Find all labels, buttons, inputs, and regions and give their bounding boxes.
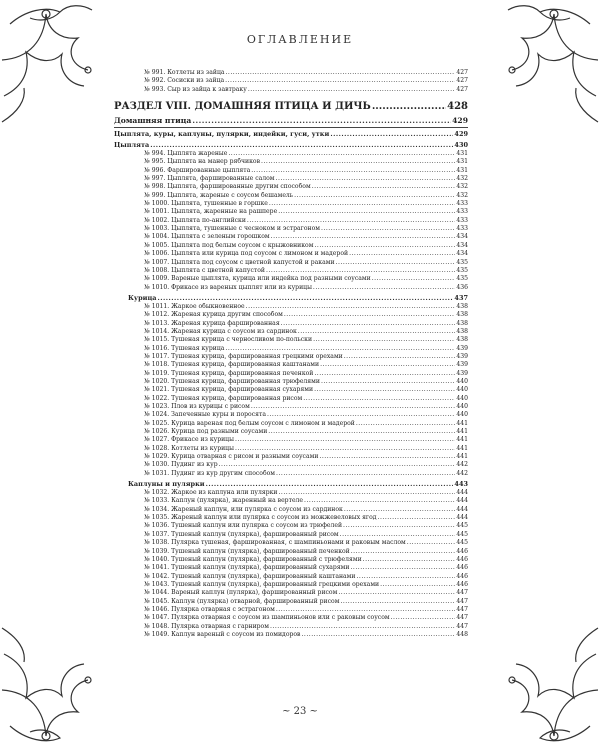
- toc-entry-title: № 1019. Тушеная курица, фаршированная печенкой: [144, 369, 314, 377]
- dot-leader: [321, 378, 455, 386]
- toc-entry-page: 441: [456, 444, 468, 452]
- toc-entry-page: 427: [456, 85, 468, 93]
- dot-leader: [314, 370, 455, 378]
- dot-leader: [349, 250, 455, 258]
- toc-entry: [114, 328, 468, 336]
- toc-entry: [114, 573, 468, 581]
- toc-entry-title: № 1012. Жареная курица другим способом: [144, 311, 283, 319]
- toc-entry: [114, 275, 468, 283]
- toc-chapter-heading: [114, 139, 468, 150]
- toc-entry: [114, 303, 468, 311]
- toc-entry-page: 433: [456, 208, 468, 216]
- toc-entry: [114, 183, 468, 191]
- toc-entry: [114, 370, 468, 378]
- toc-entry: [114, 403, 468, 411]
- toc-entry-page: 433: [456, 200, 468, 208]
- dot-leader: [356, 573, 455, 581]
- toc-entry-page: 443: [454, 480, 468, 489]
- toc-entry: [114, 311, 468, 319]
- toc-entry-page: 438: [456, 302, 468, 310]
- dot-leader: [344, 353, 456, 361]
- toc-entry-title: № 1004. Цыплята с зеленым горошком: [144, 233, 270, 241]
- toc-entry-page: 434: [456, 250, 468, 258]
- toc-entry-page: 446: [456, 580, 468, 588]
- toc-entry: [114, 631, 468, 639]
- toc-entry-title: № 1042. Тушеный каплун (пулярка), фаршированный каштанами: [144, 572, 356, 580]
- toc-entry-title: РАЗДЕЛ VIII. ДОМАШНЯЯ ПТИЦА И ДИЧЬ: [114, 101, 371, 113]
- toc-entry-page: 427: [456, 69, 468, 76]
- dot-leader: [298, 328, 456, 336]
- dot-leader: [248, 86, 456, 94]
- toc-entry-page: 431: [456, 166, 468, 174]
- toc-entry: [114, 556, 468, 564]
- toc-entry-title: № 1039. Тушеный каплун (пулярка), фаршированный печенкой: [144, 547, 350, 555]
- toc-entry: [114, 225, 468, 233]
- ornament-top-right: [470, 0, 600, 130]
- dot-leader: [268, 428, 455, 436]
- toc-entry-page: 434: [456, 233, 468, 241]
- toc-entry-page: 438: [456, 311, 468, 319]
- page-header: ОГЛАВЛЕНИЕ: [246, 33, 354, 46]
- toc-entry-title: № 1048. Пулярка отварная с гарниром: [144, 622, 269, 630]
- toc-entry-page: 441: [456, 428, 468, 436]
- toc-entry-title: № 997. Цыплята, фаршированные салом: [144, 175, 275, 183]
- toc-entry-page: 439: [456, 369, 468, 377]
- toc-entry-title: Каплуны и пулярки: [128, 480, 205, 489]
- toc-entry-title: № 1031. Пудинг из кур другим способом: [144, 469, 276, 477]
- toc-entry: [114, 506, 468, 514]
- table-of-contents: [114, 69, 468, 639]
- dot-leader: [363, 556, 456, 564]
- dot-leader: [225, 77, 455, 85]
- toc-entry: [114, 242, 468, 250]
- ornament-bottom-left: [0, 620, 130, 750]
- toc-entry: [114, 150, 468, 158]
- toc-entry: [114, 489, 468, 497]
- toc-entry-page: 429: [454, 130, 468, 139]
- dot-leader: [313, 336, 455, 344]
- toc-entry-title: № 1014. Жареная курица с соусом из сардинок: [144, 327, 297, 335]
- dot-leader: [219, 461, 456, 469]
- toc-entry: [114, 386, 468, 394]
- toc-entry-title: № 1007. Цыплята под соусом с цветной капустой и раками: [144, 258, 335, 266]
- toc-entry: [114, 614, 468, 622]
- dot-leader: [314, 242, 455, 250]
- toc-entry-page: 447: [456, 614, 468, 622]
- toc-entry-title: № 994. Цыплята жареные: [144, 150, 228, 158]
- toc-entry-title: № 1036. Тушеный каплун или пулярка с соусом из трюфелей: [144, 522, 343, 530]
- toc-entry-title: № 1013. Жареная курица фаршированная: [144, 319, 280, 327]
- dot-leader: [226, 69, 456, 77]
- toc-entry: [114, 411, 468, 419]
- toc-entry-page: 435: [456, 275, 468, 283]
- dot-leader: [270, 623, 455, 631]
- toc-entry: [114, 420, 468, 428]
- toc-entry-title: Цыплята, куры, каплуны, пулярки, индейки, гуси, утки: [114, 130, 330, 139]
- toc-entry-title: № 1015. Тушеная курица с черносливом по-польски: [144, 336, 313, 344]
- toc-entry-title: № 1034. Жареный каплун, или пулярка с соусом из сардинок: [144, 505, 343, 513]
- toc-entry-page: 440: [456, 411, 468, 419]
- toc-entry-page: 442: [456, 461, 468, 469]
- dot-leader: [380, 581, 455, 589]
- ornament-top-left: [0, 0, 130, 130]
- toc-entry-page: 444: [456, 489, 468, 497]
- toc-entry-title: № 1025. Курица вареная под белым соусом с лимоном и мадерой: [144, 419, 355, 427]
- toc-entry: [114, 167, 468, 175]
- toc-entry-page: 445: [456, 522, 468, 530]
- toc-entry-page: 445: [456, 530, 468, 538]
- toc-entry: [114, 320, 468, 328]
- toc-entry-page: 436: [456, 283, 468, 291]
- toc-entry-title: № 1026. Курица под разными соусами: [144, 428, 268, 436]
- toc-entry-title: № 991. Котлеты из зайца: [144, 69, 225, 76]
- toc-entry-title: № 1000. Цыплята, тушенные в горшке: [144, 200, 268, 208]
- toc-chapter-heading: [114, 115, 468, 128]
- toc-entry-page: 440: [456, 394, 468, 402]
- toc-entry: [114, 539, 468, 547]
- dot-leader: [276, 175, 456, 183]
- toc-entry: [114, 522, 468, 530]
- ornament-bottom-right: [470, 620, 600, 750]
- toc-entry-page: 435: [456, 258, 468, 266]
- toc-entry: [114, 623, 468, 631]
- dot-leader: [319, 453, 455, 461]
- dot-leader: [350, 564, 455, 572]
- toc-entry-title: № 1021. Тушеная курица, фаршированная сухарями: [144, 386, 314, 394]
- toc-entry-page: 427: [456, 77, 468, 85]
- toc-section-heading: [114, 98, 468, 115]
- toc-entry-title: Курица: [128, 293, 157, 302]
- toc-entry-title: № 1001. Цыплята, жаренные на рашпере: [144, 208, 278, 216]
- toc-entry-title: № 1028. Котлеты из курицы: [144, 444, 234, 452]
- dot-leader: [313, 284, 455, 292]
- toc-entry-page: 446: [456, 547, 468, 555]
- toc-entry: [114, 345, 468, 353]
- dot-leader: [266, 267, 455, 275]
- toc-entry-title: № 1006. Цыплята или курица под соусом с лимоном и мадерой: [144, 250, 349, 258]
- toc-entry-page: 444: [456, 514, 468, 522]
- dot-leader: [340, 531, 456, 539]
- toc-entry: [114, 581, 468, 589]
- dot-leader: [235, 436, 455, 444]
- toc-entry-title: № 1022. Тушеная курица, фаршированная рисом: [144, 394, 303, 402]
- toc-entry-title: № 995. Цыплята на манер рябчиков: [144, 158, 261, 166]
- toc-entry: [114, 564, 468, 572]
- toc-entry-page: 431: [456, 158, 468, 166]
- toc-entry-page: 428: [447, 101, 468, 113]
- toc-entry-page: 430: [454, 141, 468, 150]
- toc-entry: [114, 217, 468, 225]
- toc-entry-page: 444: [456, 497, 468, 505]
- dot-leader: [267, 411, 455, 419]
- toc-entry: [114, 378, 468, 386]
- toc-entry-page: 439: [456, 361, 468, 369]
- toc-entry-title: № 1038. Пулярка тушеная, фаршированная, с шампиньонами и раковым маслом: [144, 539, 406, 547]
- toc-entry-page: 447: [456, 597, 468, 605]
- toc-entry-page: 432: [456, 175, 468, 183]
- toc-entry-page: 441: [456, 419, 468, 427]
- toc-entry: [114, 606, 468, 614]
- toc-entry-page: 432: [456, 183, 468, 191]
- toc-chapter-heading: [114, 128, 468, 139]
- toc-entry-title: № 1020. Тушеная курица, фаршированная трюфелями: [144, 377, 320, 385]
- toc-entry-page: 444: [456, 505, 468, 513]
- dot-leader: [301, 631, 455, 639]
- toc-entry-title: № 1040. Тушеный каплун (пулярка), фаршированный с трюфелями: [144, 555, 362, 563]
- dot-leader: [192, 115, 451, 127]
- dot-leader: [372, 275, 456, 283]
- toc-entry-title: № 1018. Тушеная курица, фаршированная каштанами: [144, 361, 320, 369]
- toc-entry-page: 431: [456, 150, 468, 158]
- toc-entry-title: № 1045. Каплун (пулярка) отварной, фаршированный рисом: [144, 597, 340, 605]
- toc-entry: [114, 395, 468, 403]
- toc-entry-title: № 1047. Пулярка отварная с соусом из шампиньонов или с раковым соусом: [144, 614, 390, 622]
- toc-entry-title: № 1011. Жаркое обыкновенное: [144, 302, 245, 310]
- toc-entry: [114, 548, 468, 556]
- dot-leader: [251, 403, 456, 411]
- toc-entry-title: № 1009. Вареные цыплята, курица или индейка под разными соусами: [144, 275, 371, 283]
- toc-chapter-heading: [114, 292, 468, 303]
- toc-entry-page: 446: [456, 555, 468, 563]
- dot-leader: [276, 470, 455, 478]
- toc-entry-title: № 1010. Фрикасе из вареных цыплят или из курицы: [144, 283, 312, 291]
- dot-leader: [271, 233, 456, 241]
- dot-leader: [314, 386, 455, 394]
- toc-entry: [114, 445, 468, 453]
- toc-entry-page: 441: [456, 436, 468, 444]
- toc-entry-title: № 1032. Жаркое из каплуна или пулярки: [144, 489, 278, 497]
- toc-entry-title: № 1037. Тушеный каплун (пулярка), фаршированный рисом: [144, 530, 339, 538]
- dot-leader: [276, 606, 455, 614]
- toc-entry-title: № 996. Фаршированные цыплята: [144, 166, 251, 174]
- toc-entry-title: № 1002. Цыплята по-английски: [144, 216, 246, 224]
- toc-entry-page: 447: [456, 605, 468, 613]
- toc-entry: [114, 175, 468, 183]
- dot-leader: [312, 183, 456, 191]
- toc-entry-title: № 1046. Пулярка отварная с эстрагоном: [144, 605, 275, 613]
- toc-entry: [114, 86, 468, 94]
- dot-leader: [157, 293, 453, 303]
- dot-leader: [407, 539, 456, 547]
- toc-entry-title: № 1043. Тушеный каплун (пулярка), фаршированный грецкими орехами: [144, 580, 380, 588]
- dot-leader: [206, 479, 454, 489]
- toc-entry-page: 441: [456, 453, 468, 461]
- dot-leader: [356, 420, 455, 428]
- toc-entry-title: № 1035. Жареный каплун или пулярка с соусом из можжевеловых ягод: [144, 514, 377, 522]
- toc-entry-title: № 993. Сыр из зайца к завтраку: [144, 85, 247, 93]
- toc-entry-title: № 1049. Каплун вареный с соусом из помидоров: [144, 630, 301, 638]
- toc-entry-title: Домашняя птица: [114, 116, 192, 126]
- toc-entry: [114, 250, 468, 258]
- toc-entry-title: № 1017. Тушеная курица, фаршированная грецкими орехами: [144, 352, 343, 360]
- toc-entry-title: № 1005. Цыплята под белым соусом с крыжовником: [144, 241, 314, 249]
- toc-entry-page: 445: [456, 539, 468, 547]
- dot-leader: [351, 548, 456, 556]
- toc-entry: [114, 208, 468, 216]
- toc-entry-title: № 1033. Каплун (пулярка), жаренный на вертеле: [144, 497, 304, 505]
- toc-entry-page: 439: [456, 352, 468, 360]
- toc-entry-title: № 1016. Тушеная курица: [144, 344, 225, 352]
- toc-entry-title: № 1041. Тушеный каплун (пулярка), фаршированный сухарями: [144, 564, 350, 572]
- dot-leader: [320, 361, 455, 369]
- toc-entry: [114, 233, 468, 241]
- toc-entry-page: 429: [452, 116, 468, 126]
- dot-leader: [391, 614, 456, 622]
- dot-leader: [278, 208, 455, 216]
- toc-entry-title: № 998. Цыплята, фаршированные другим способом: [144, 183, 311, 191]
- toc-entry-page: 446: [456, 564, 468, 572]
- dot-leader: [303, 395, 455, 403]
- toc-entry-title: № 1030. Пудинг из кур: [144, 461, 218, 469]
- toc-entry-page: 440: [456, 386, 468, 394]
- toc-entry: [114, 336, 468, 344]
- toc-entry-page: 440: [456, 377, 468, 385]
- dot-leader: [247, 217, 455, 225]
- dot-leader: [321, 225, 455, 233]
- toc-entry-title: № 1003. Цыплята, тушенные с чесноком и эстрагоном: [144, 225, 320, 233]
- toc-entry-title: № 1008. Цыплята с цветной капустой: [144, 266, 265, 274]
- dot-leader: [338, 589, 455, 597]
- dot-leader: [235, 445, 455, 453]
- toc-entry: [114, 470, 468, 478]
- toc-entry: [114, 158, 468, 166]
- dot-leader: [343, 522, 455, 530]
- dot-leader: [228, 150, 455, 158]
- dot-leader: [150, 140, 453, 150]
- toc-entry-page: 440: [456, 403, 468, 410]
- dot-leader: [269, 200, 455, 208]
- toc-entry-title: Цыплята: [114, 141, 150, 150]
- toc-entry: [114, 259, 468, 267]
- dot-leader: [372, 99, 446, 115]
- dot-leader: [336, 259, 456, 267]
- toc-entry: [114, 361, 468, 369]
- toc-entry-page: 435: [456, 266, 468, 274]
- toc-entry: [114, 200, 468, 208]
- dot-leader: [340, 598, 455, 606]
- toc-entry: [114, 353, 468, 361]
- toc-entry-page: 437: [454, 293, 468, 302]
- toc-entry: [114, 69, 468, 77]
- toc-entry-page: 432: [456, 191, 468, 199]
- toc-entry: [114, 192, 468, 200]
- page-number: ~ 23 ~: [282, 706, 318, 717]
- toc-entry: [114, 267, 468, 275]
- toc-entry-page: 448: [456, 630, 468, 638]
- toc-entry-page: 434: [456, 241, 468, 249]
- toc-entry-page: 439: [456, 344, 468, 352]
- toc-entry: [114, 497, 468, 505]
- toc-entry: [114, 77, 468, 85]
- toc-entry: [114, 531, 468, 539]
- dot-leader: [261, 158, 455, 166]
- toc-entry-title: № 1029. Курица отварная с рисом и разными соусами: [144, 453, 319, 461]
- toc-entry-page: 438: [456, 336, 468, 344]
- toc-entry-title: № 999. Цыплята, жареные с соусом бешамель: [144, 191, 294, 199]
- dot-leader: [294, 192, 455, 200]
- toc-entry-page: 447: [456, 589, 468, 597]
- dot-leader: [284, 311, 455, 319]
- toc-entry: [114, 284, 468, 292]
- toc-entry-title: № 992. Сосиски из зайца: [144, 77, 225, 85]
- toc-entry-title: № 1024. Запеченные куры и поросята: [144, 411, 266, 419]
- toc-entry: [114, 589, 468, 597]
- toc-entry-title: № 1023. Плов из курицы с рисом: [144, 403, 250, 410]
- dot-leader: [251, 167, 455, 175]
- dot-leader: [281, 320, 456, 328]
- toc-entry: [114, 598, 468, 606]
- toc-entry-page: 438: [456, 327, 468, 335]
- toc-entry-page: 446: [456, 572, 468, 580]
- toc-entry: [114, 461, 468, 469]
- toc-entry-page: 447: [456, 622, 468, 630]
- toc-chapter-heading: [114, 478, 468, 489]
- dot-leader: [304, 497, 455, 505]
- dot-leader: [344, 506, 456, 514]
- toc-entry: [114, 453, 468, 461]
- toc-entry-page: 442: [456, 469, 468, 477]
- dot-leader: [378, 514, 456, 522]
- dot-leader: [225, 345, 455, 353]
- toc-entry-page: 433: [456, 225, 468, 233]
- dot-leader: [278, 489, 455, 497]
- toc-entry: [114, 428, 468, 436]
- toc-entry-page: 438: [456, 319, 468, 327]
- dot-leader: [246, 303, 456, 311]
- toc-entry-page: 433: [456, 216, 468, 224]
- dot-leader: [330, 129, 453, 139]
- toc-entry-title: № 1027. Фрикасе из курицы: [144, 436, 234, 444]
- toc-entry-title: № 1044. Вареный каплун (пулярка), фаршированный рисом: [144, 589, 338, 597]
- toc-entry: [114, 436, 468, 444]
- toc-entry: [114, 514, 468, 522]
